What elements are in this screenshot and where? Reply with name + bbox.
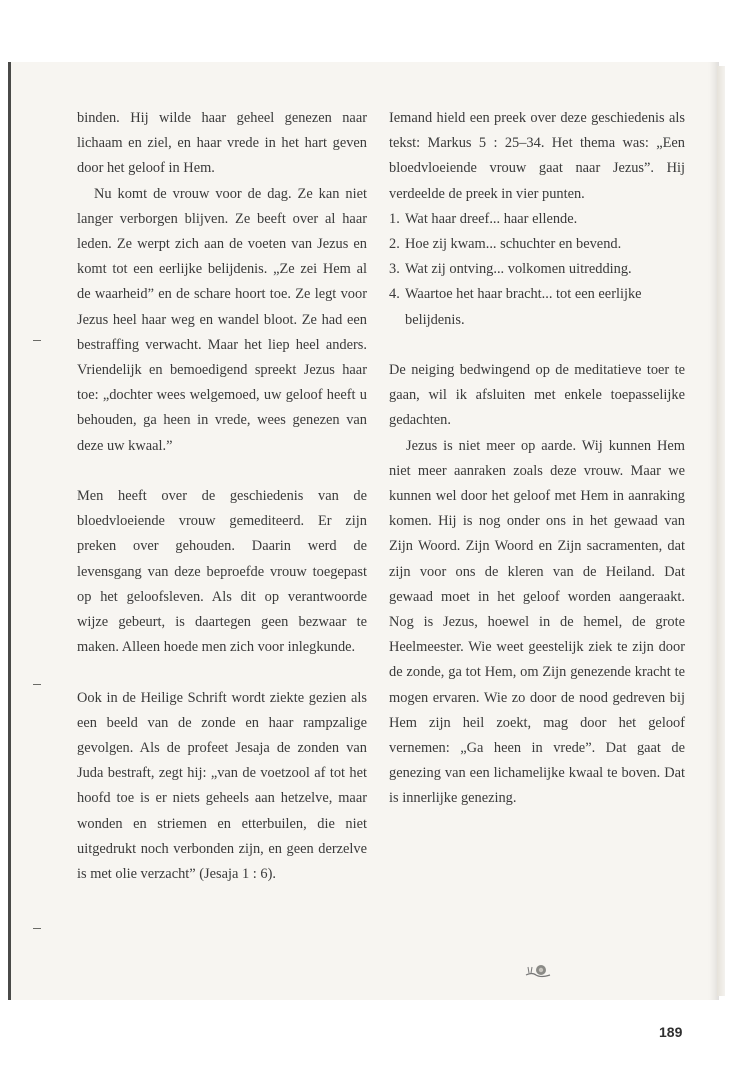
paragraph: Jezus is niet meer op aarde. Wij kunnen Hem niet meer aanraken zoals deze vrouw. Maar we kunnen wel door het geloof met Hem in aanraking komen. Hij is nog onder ons in het gewaad van Zijn Woord. Zijn Woord en Zijn sacramenten, dat zijn voor ons de kleren van de Heiland. Dat gewaad moet in het geloof worden aangeraakt. Nog is Jezus, hoewel in de hemel, de grote Heelmeester. Wie weet geestelijk ziek te zijn door de zonde, ga tot Hem, om Zijn genezende kracht te mogen ervaren. Wie zo door de nood gedreven bij Hem zijn heil zoekt, mag door het geloof vernemen: „Ga heen in vrede”. Dat gaat de genezing van een lichamelijke kwaal te boven. Dat is innerlijke genezing. <box>389 437 685 807</box>
outline-number: 2. <box>389 236 400 253</box>
outline-number: 4. <box>389 286 400 303</box>
snail-ornament-icon <box>523 960 553 980</box>
spine-mark <box>33 928 41 929</box>
paragraph: binden. Hij wilde haar geheel genezen naar lichaam en ziel, en haar vrede in het hart geven door het geloof in Hem. <box>77 110 367 177</box>
spine-mark <box>33 340 41 341</box>
book-page <box>8 62 719 1040</box>
outline-item <box>389 257 685 282</box>
spine-mark <box>33 684 41 685</box>
outline-number: 3. <box>389 261 400 278</box>
paragraph: Iemand hield een preek over deze geschiedenis als tekst: Markus 5 : 25–34. Het thema was: „Een bloedvloeiende vrouw gaat naar Jezus”. Hij verdeelde de preek in vier punten. <box>389 110 685 202</box>
sermon-outline <box>389 207 685 333</box>
outline-item <box>389 282 685 332</box>
page-edge <box>717 66 725 996</box>
paragraph: De neiging bedwingend op de meditatieve toer te gaan, wil ik afsluiten met enkele toepasselijke gedachten. <box>389 362 685 429</box>
outline-text: Hoe zij kwam... schuchter en bevend. <box>405 236 622 253</box>
page-number: 189 <box>659 1024 683 1040</box>
outline-text: Wat zij ontving... volkomen uitredding. <box>405 261 632 278</box>
outline-text: Waartoe het haar bracht... tot een eerlijke belijdenis. <box>405 286 642 328</box>
paragraph: Nu komt de vrouw voor de dag. Ze kan niet langer verborgen blijven. Ze beeft over al haar leden. Ze werpt zich aan de voeten van Jezus en komt tot een eerlijke belijdenis. „Ze zei Hem al de waarheid” en de schare hoort toe. Ze legt voor Jezus heel haar weg en wandel bloot. Ze had een bestraffing verwacht. Maar het liep heel anders. Vriendelijk en bemoedigend spreekt Jezus haar toe: „dochter wees welgemoed, uw geloof heeft u behouden, ga heen in vrede, wees genezen van deze uw kwaal.” <box>77 185 367 454</box>
outline-item <box>389 207 685 232</box>
paragraph: Ook in de Heilige Schrift wordt ziekte gezien als een beeld van de zonde en haar rampzalige gevolgen. Als de profeet Jesaja de zonden van Juda bestraft, zegt hij: „van de voetzool af tot het hoofd toe is er niets geheels aan hetzelve, maar wonden en striemen en etterbuilen, die niet uitgedrukt noch verbonden zijn, en geen derzelve is met olie verzacht” (Jesaja 1 : 6). <box>77 689 367 883</box>
right-column <box>389 106 685 812</box>
outline-item <box>389 232 685 257</box>
outline-number: 1. <box>389 210 400 227</box>
paragraph: Men heeft over de geschiedenis van de bloedvloeiende vrouw gemediteerd. Er zijn preken over gehouden. Daarin werd de levensgang van deze beproefde vrouw toegepast op het geloofsleven. Als dit op verantwoorde wijze gebeurt, is daartegen geen bezwaar te maken. Alleen hoede men zich voor inlegkunde. <box>77 488 367 656</box>
left-column <box>77 106 367 887</box>
outline-text: Wat haar dreef... haar ellende. <box>405 210 578 227</box>
